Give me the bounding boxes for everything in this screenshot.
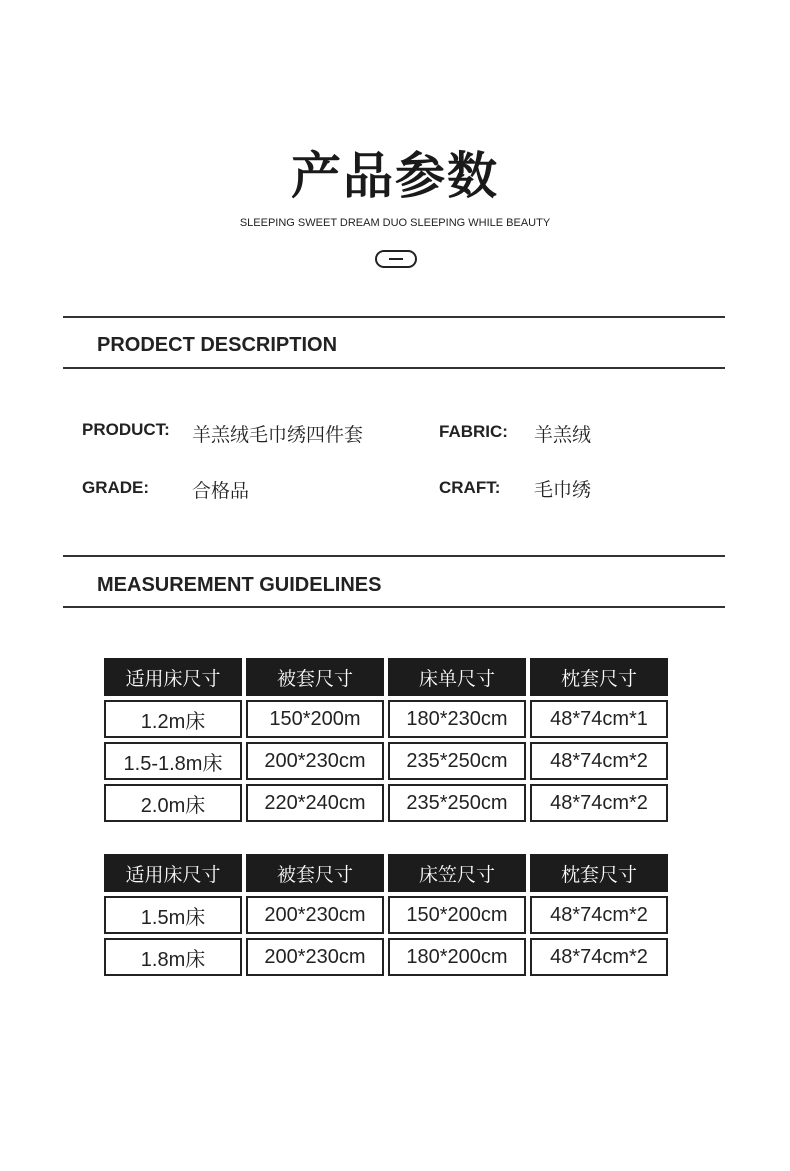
header-cell: 床笠尺寸 bbox=[388, 854, 526, 892]
table-cell: 1.5m床 bbox=[104, 896, 242, 934]
divider bbox=[63, 606, 725, 608]
header-cell: 床单尺寸 bbox=[388, 658, 526, 696]
size-table-2 bbox=[100, 850, 672, 980]
divider bbox=[63, 316, 725, 318]
table-cell: 2.0m床 bbox=[104, 784, 242, 822]
table-cell: 150*200cm bbox=[388, 896, 526, 934]
craft-value: 毛巾绣 bbox=[534, 479, 592, 501]
header-cell: 被套尺寸 bbox=[246, 658, 384, 696]
table-cell: 200*230cm bbox=[246, 742, 384, 780]
header-cell: 适用床尺寸 bbox=[104, 658, 242, 696]
measurement-section-title: MEASUREMENT GUIDELINES bbox=[97, 574, 382, 596]
table-row bbox=[104, 896, 668, 934]
table-row bbox=[104, 742, 668, 780]
header-cell: 枕套尺寸 bbox=[530, 854, 668, 892]
table-cell: 235*250cm bbox=[388, 742, 526, 780]
table-cell: 1.5-1.8m床 bbox=[104, 742, 242, 780]
page-subtitle: SLEEPING SWEET DREAM DUO SLEEPING WHILE BEAUTY bbox=[239, 217, 551, 229]
table-cell: 48*74cm*2 bbox=[530, 784, 668, 822]
table-cell: 200*230cm bbox=[246, 896, 384, 934]
size-table-1 bbox=[100, 654, 672, 826]
table-header-row bbox=[104, 854, 668, 892]
grade-value: 合格品 bbox=[192, 480, 250, 502]
table-row bbox=[104, 784, 668, 822]
table-cell: 48*74cm*1 bbox=[530, 700, 668, 738]
table-cell: 1.8m床 bbox=[104, 938, 242, 976]
craft-label: CRAFT: bbox=[439, 478, 501, 497]
table-cell: 48*74cm*2 bbox=[530, 742, 668, 780]
product-label: PRODUCT: bbox=[82, 420, 170, 439]
table-row bbox=[104, 938, 668, 976]
product-value: 羊羔绒毛巾绣四件套 bbox=[192, 424, 364, 446]
table-cell: 1.2m床 bbox=[104, 700, 242, 738]
table-cell: 48*74cm*2 bbox=[530, 938, 668, 976]
fabric-label: FABRIC: bbox=[439, 422, 508, 441]
table-cell: 150*200m bbox=[246, 700, 384, 738]
header-cell: 枕套尺寸 bbox=[530, 658, 668, 696]
table-cell: 180*200cm bbox=[388, 938, 526, 976]
grade-label: GRADE: bbox=[82, 478, 150, 497]
header-cell: 被套尺寸 bbox=[246, 854, 384, 892]
description-section-title: PRODECT DESCRIPTION bbox=[97, 334, 338, 356]
table-header-row bbox=[104, 658, 668, 696]
divider bbox=[63, 367, 725, 369]
table-cell: 48*74cm*2 bbox=[530, 896, 668, 934]
minus-pill-icon bbox=[375, 250, 417, 268]
table-cell: 235*250cm bbox=[388, 784, 526, 822]
table-cell: 220*240cm bbox=[246, 784, 384, 822]
fabric-value: 羊羔绒 bbox=[534, 424, 592, 446]
table-cell: 200*230cm bbox=[246, 938, 384, 976]
page-title: 产品参数 bbox=[291, 147, 499, 205]
table-row bbox=[104, 700, 668, 738]
table-cell: 180*230cm bbox=[388, 700, 526, 738]
header-cell: 适用床尺寸 bbox=[104, 854, 242, 892]
divider bbox=[63, 555, 725, 557]
